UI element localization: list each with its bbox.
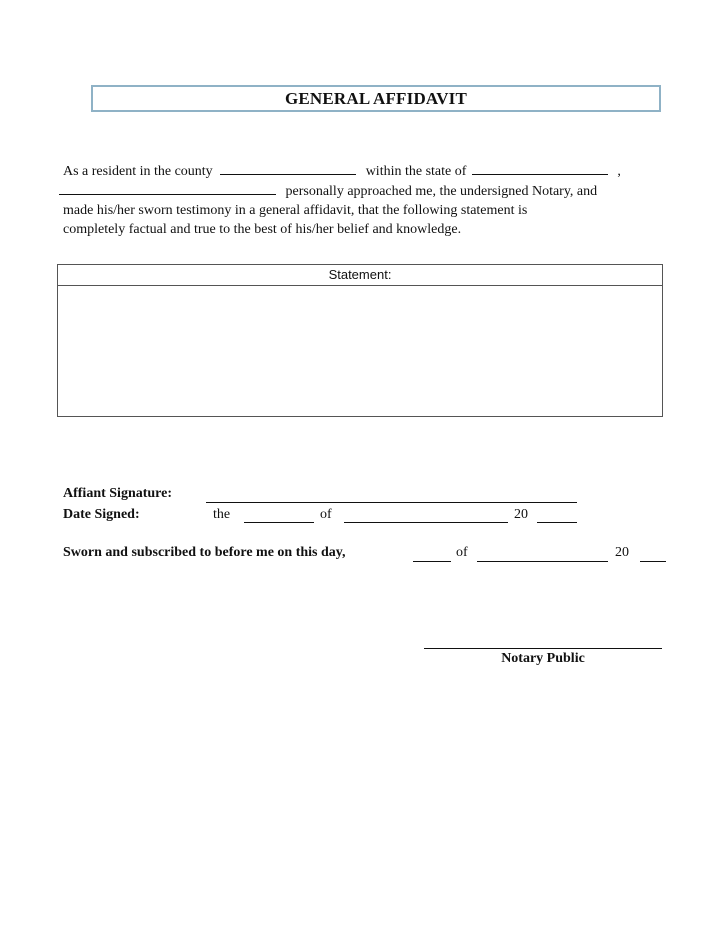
intro-state-text: within the state of	[365, 164, 467, 179]
date-the-text: the	[213, 507, 231, 522]
state-field[interactable]	[472, 161, 608, 175]
sworn-year-field[interactable]	[640, 561, 666, 562]
affiant-signature-label: Affiant Signature:	[63, 486, 173, 501]
intro-county-text: As a resident in the county	[63, 164, 213, 179]
date-month-field[interactable]	[344, 522, 508, 523]
intro-line-3: made his/her sworn testimony in a general affidavit, that the following statement is	[63, 203, 528, 218]
intro-line-2	[63, 181, 663, 201]
statement-box	[57, 264, 663, 417]
intro-line-2-text: personally approached me, the undersigned Notary, and	[285, 184, 598, 199]
intro-paragraph	[63, 161, 663, 239]
sworn-of-text: of	[456, 545, 468, 560]
affiant-name-field[interactable]	[59, 181, 276, 195]
statement-field[interactable]	[58, 286, 662, 417]
sworn-text: Sworn and subscribed to before me on this day,	[63, 545, 346, 560]
sworn-month-field[interactable]	[477, 561, 608, 562]
affiant-signature-field[interactable]	[206, 502, 577, 503]
date-signed-label: Date Signed:	[63, 507, 140, 522]
statement-header: Statement:	[58, 265, 662, 286]
sworn-year-prefix: 20	[615, 545, 629, 560]
document-title: GENERAL AFFIDAVIT	[91, 85, 661, 112]
date-year-field[interactable]	[537, 522, 577, 523]
sworn-day-field[interactable]	[413, 561, 451, 562]
intro-line-1	[63, 161, 663, 181]
date-year-prefix: 20	[514, 507, 528, 522]
intro-line-4: completely factual and true to the best of his/her belief and knowledge.	[63, 222, 462, 237]
notary-public-label: Notary Public	[501, 651, 585, 666]
notary-signature-field[interactable]	[424, 648, 662, 649]
date-of-text: of	[320, 507, 332, 522]
intro-comma: ,	[617, 164, 621, 179]
county-field[interactable]	[220, 161, 356, 175]
date-day-field[interactable]	[244, 522, 314, 523]
